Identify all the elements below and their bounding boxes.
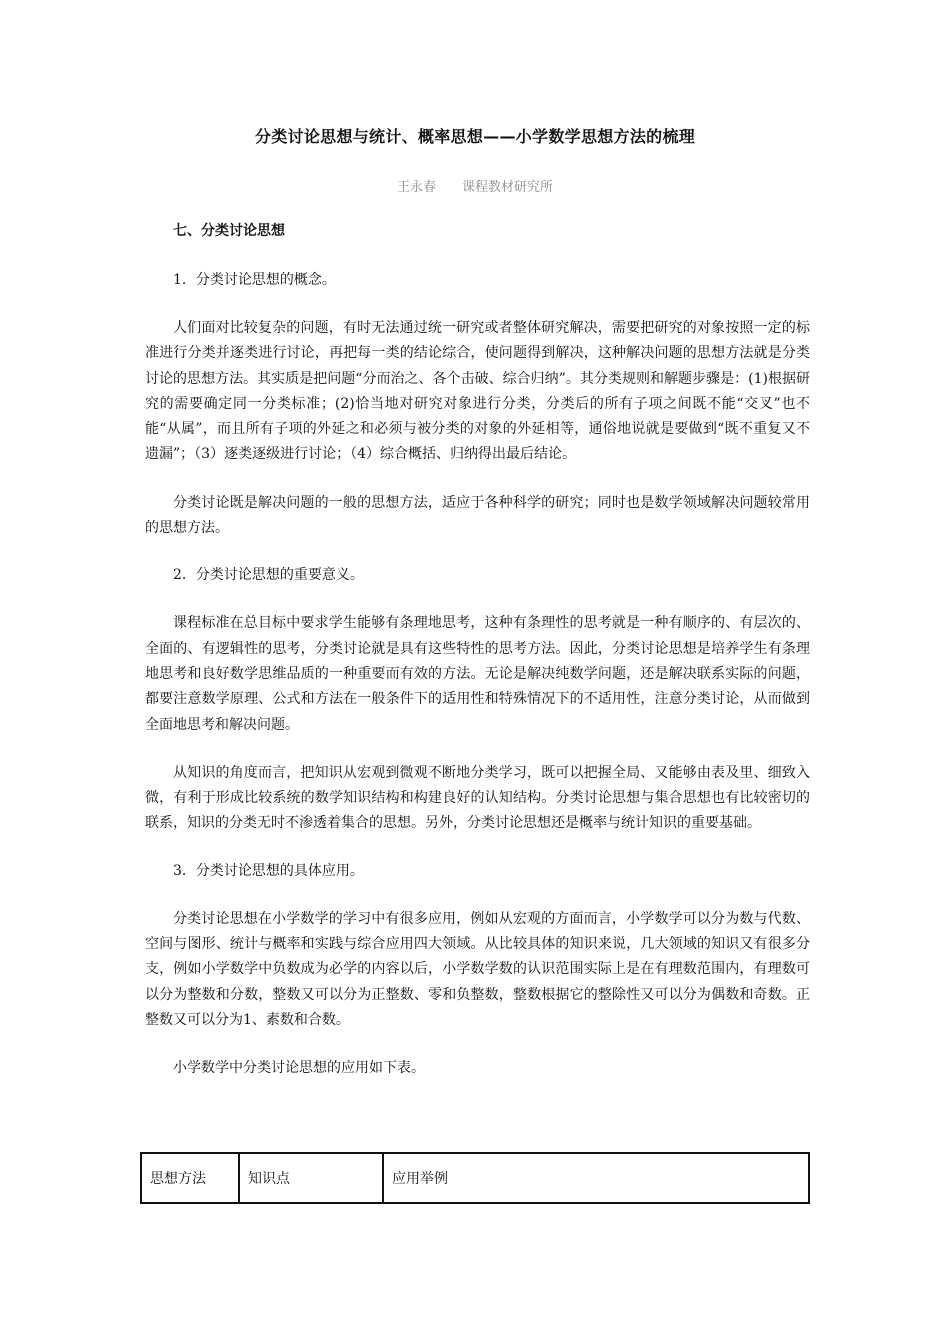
document-title: 分类讨论思想与统计、概率思想——小学数学思想方法的梳理 bbox=[254, 127, 696, 146]
article-body bbox=[145, 220, 810, 1105]
paragraph-general: 分类讨论既是解决问题的一般的思想方法，适应于各种科学的研究；同时也是数学领域解决问题较常用的思想方法。 bbox=[145, 494, 810, 537]
paragraph-application: 分类讨论思想在小学数学的学习中有很多应用，例如从宏观的方面而言，小学数学可以分为数与代数、空间与图形、统计与概率和实践与综合应用四大领域。从比较具体的知识来说，几大领域的知识又有很多分支，例如小学数学中负数成为必学的内容以后，小学数学数的认识范围实际上是在有理数范围内，有理数可以分为整数和分数，整数又可以分为正整数、零和负整数，整数根据它的整除性又可以分为偶数和奇数。正整数又可以分为1、素数和合数。 bbox=[145, 910, 810, 1028]
paragraph-concept: 人们面对比较复杂的问题，有时无法通过统一研究或者整体研究解决，需要把研究的对象按照一定的标准进行分类并逐类进行讨论，再把每一类的结论综合，使问题得到解决，这种解决问题的思想方法就是分类讨论的思想方法。其实质是把问题“分而治之、各个击破、综合归纳”。其分类规则和解题步骤是：(1)根据研究的需要确定同一分类标准；(2)恰当地对研究对象进行分类，分类后的所有子项之间既不能“交叉”也不能“从属”，而且所有子项的外延之和必须与被分类的对象的外延相等，通俗地说就是要做到“既不重复又不遗漏”；（3）逐类逐级进行讨论；（4）综合概括、归纳得出最后结论。 bbox=[145, 320, 810, 463]
table-header-example: 应用举例 bbox=[383, 1153, 809, 1203]
table-header-row bbox=[141, 1153, 809, 1203]
subheading-significance: 2．分类讨论思想的重要意义。 bbox=[173, 567, 364, 584]
table-header-knowledge: 知识点 bbox=[239, 1153, 383, 1203]
table-header-method: 思想方法 bbox=[141, 1153, 239, 1203]
byline bbox=[0, 176, 950, 195]
section-heading: 七、分类讨论思想 bbox=[173, 223, 285, 239]
subheading-concept: 1．分类讨论思想的概念。 bbox=[173, 272, 336, 288]
paragraph-knowledge: 从知识的角度而言，把知识从宏观到微观不断地分类学习，既可以把握全局、又能够由表及里、细致入微，有利于形成比较系统的数学知识结构和构建良好的认知结构。分类讨论思想与集合思想也有比较密切的联系，知识的分类无时不渗透着集合的思想。另外，分类讨论思想还是概率与统计知识的重要基础。 bbox=[145, 764, 810, 832]
paragraph-table-intro: 小学数学中分类讨论思想的应用如下表。 bbox=[173, 1060, 425, 1077]
author: 王永春 bbox=[396, 180, 436, 195]
affiliation: 课程教材研究所 bbox=[462, 180, 554, 195]
application-table bbox=[140, 1152, 810, 1204]
paragraph-significance: 课程标准在总目标中要求学生能够有条理地思考，这种有条理性的思考就是一种有顺序的、有层次的、全面的、有逻辑性的思考，分类讨论就是具有这些特性的思考方法。因此，分类讨论思想是培养学生有条理地思考和良好数学思维品质的一种重要而有效的方法。无论是解决纯数学问题，还是解决联系实际的问题，都要注意数学原理、公式和方法在一般条件下的适用性和特殊情况下的不适用性，注意分类讨论，从而做到全面地思考和解决问题。 bbox=[145, 615, 810, 733]
subheading-application: 3．分类讨论思想的具体应用。 bbox=[173, 862, 364, 879]
